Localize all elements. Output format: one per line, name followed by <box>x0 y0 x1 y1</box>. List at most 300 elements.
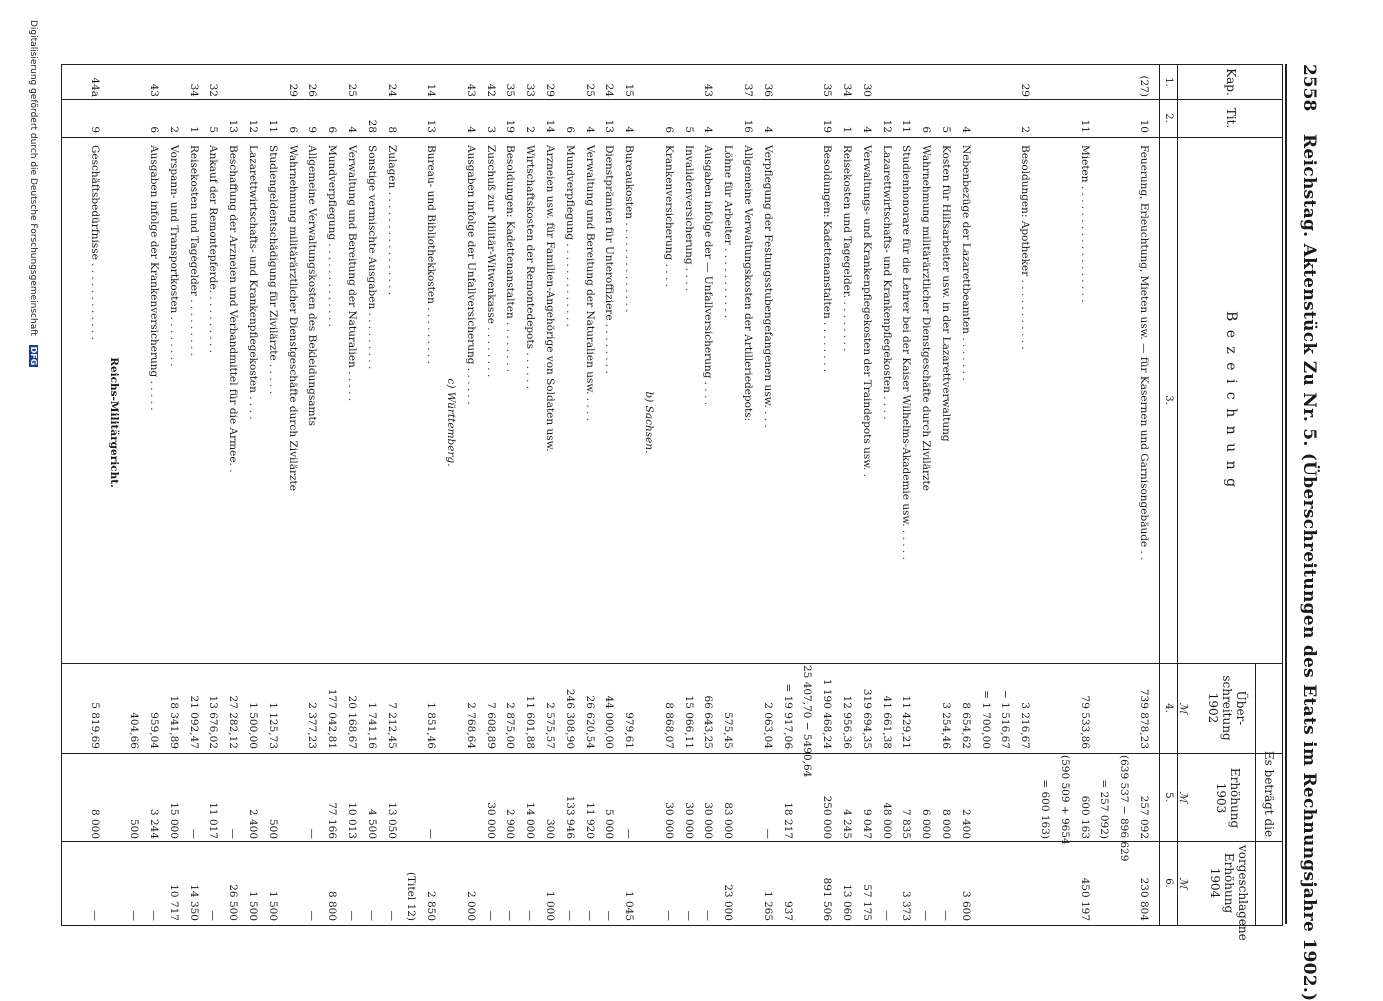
table-row <box>999 65 1011 925</box>
cell-ueberschreitung-1902: 13 676,02 <box>207 695 220 749</box>
page-header <box>1285 64 1327 1001</box>
cell-tit: 9 <box>88 126 101 133</box>
cell-erhoehung-1904: — <box>702 910 715 921</box>
cell-bezeichnung: Reisekosten und Tagegelder. . . . . . . . . <box>841 145 853 352</box>
cell-tit: 12 <box>880 119 893 133</box>
cell-tit: 2 <box>167 126 180 133</box>
table-row <box>1059 65 1071 925</box>
table-row <box>979 65 991 925</box>
cell-tit: 6 <box>148 126 160 133</box>
cell-bezeichnung: Wahrnehmung militärärztlicher Dienstgeschäfte durch Zivilärzte <box>286 145 299 491</box>
cell-erhoehung-1903: (639 537 − 896 629 <box>1118 755 1131 862</box>
table-row <box>366 65 378 925</box>
table-row <box>286 65 298 925</box>
table-row <box>623 65 635 925</box>
cell-erhoehung-1903: 11 920 <box>583 802 596 839</box>
cell-ueberschreitung-1902: 2 575,57 <box>544 702 556 749</box>
cell-kap: 25 <box>583 83 596 97</box>
colnum-4: 4. <box>1163 703 1174 713</box>
header-kap: Kap. <box>1224 68 1238 96</box>
cell-kap: 44a <box>88 77 101 97</box>
cell-ueberschreitung-1902: 21 092,47 <box>187 695 200 749</box>
cell-kap: 43 <box>148 83 160 97</box>
table-row <box>781 65 793 925</box>
cell-ueberschreitung-1902: 1 190 468,24 <box>821 678 834 749</box>
cell-erhoehung-1904: 57 175 <box>860 884 873 921</box>
cell-erhoehung-1903: — <box>227 828 240 839</box>
cell-erhoehung-1903: 2 400 <box>959 808 972 839</box>
cell-erhoehung-1904: 14 350 <box>187 884 200 921</box>
cell-tit: 19 <box>821 119 834 133</box>
cell-tit: 5 <box>682 126 695 133</box>
cell-erhoehung-1904: 450 197 <box>1078 877 1091 921</box>
cell-tit: 4 <box>623 126 636 133</box>
cell-erhoehung-1903: 30 000 <box>682 802 695 839</box>
table-row <box>900 65 912 925</box>
cell-erhoehung-1904: (Titel 12) <box>405 871 418 921</box>
cell-erhoehung-1904: 26 500 <box>227 884 240 921</box>
cell-erhoehung-1903: — <box>425 828 438 839</box>
cell-tit: 2 <box>524 126 537 133</box>
cell-erhoehung-1904: — <box>385 910 398 921</box>
table-row <box>1098 65 1110 925</box>
cell-erhoehung-1903: 5 000 <box>603 808 616 839</box>
cell-erhoehung-1904: 10 717 <box>167 884 180 921</box>
cell-bezeichnung: Besoldungen: Kadettenanstalten . . . . . . . . <box>504 145 517 373</box>
cell-erhoehung-1903: — <box>187 828 200 839</box>
cell-ueberschreitung-1902: 1 851,46 <box>425 702 438 749</box>
cell-tit: 6 <box>920 126 933 133</box>
colnum-1: 1. <box>1163 77 1174 87</box>
cell-tit: 4 <box>761 126 774 133</box>
cell-bezeichnung: Verwaltung und Bereitung der Naturalien . . . . . <box>346 145 358 402</box>
cell-bezeichnung: Sonstige vermischte Ausgaben . . . . . . . . . <box>365 145 378 370</box>
cell-tit: 6 <box>563 126 576 133</box>
cell-ueberschreitung-1902: 979,61 <box>623 712 636 749</box>
cell-ueberschreitung-1902: 246 308,90 <box>563 688 576 749</box>
cell-kap: 43 <box>702 83 715 97</box>
cell-tit: 2 <box>1019 126 1032 133</box>
cell-ueberschreitung-1902: 44 000,00 <box>603 695 616 749</box>
cell-tit: 8 <box>385 126 398 133</box>
cell-ueberschreitung-1902: 1 500,00 <box>247 702 259 749</box>
table-row <box>603 65 615 925</box>
table-row <box>306 65 318 925</box>
cell-ueberschreitung-1902: 12 956,36 <box>841 695 853 749</box>
cell-bezeichnung: Lazarettwirtschafts- und Krankenpflegekosten . . . . <box>247 145 259 420</box>
cell-erhoehung-1903: 11 017 <box>207 802 220 839</box>
cell-bezeichnung: Mundverpflegung . . . . . . . . . . . . . <box>326 145 339 327</box>
cell-ueberschreitung-1902: 177 042,81 <box>326 688 339 749</box>
table-row <box>425 65 437 925</box>
cell-bezeichnung: Bureau- und Bibliothekkosten . . . . . . . . . <box>425 145 438 364</box>
cell-kap: 35 <box>821 83 834 97</box>
cell-bezeichnung: Invalidenversicherung . . . . <box>682 145 695 292</box>
table-row <box>267 65 279 925</box>
cell-tit: 1 <box>841 126 853 133</box>
cell-erhoehung-1904: 3 600 <box>959 890 972 921</box>
table-row <box>524 65 536 925</box>
cell-bezeichnung: Feuerung, Erleuchtung, Mieten usw. — für Kasernen und Garnisongebäude . . <box>1138 145 1150 561</box>
cell-tit: 4 <box>464 126 477 133</box>
cell-ueberschreitung-1902: 2 063,04 <box>761 702 774 749</box>
cell-erhoehung-1904: — <box>128 910 141 921</box>
cell-kap: 43 <box>464 83 477 97</box>
cell-ueberschreitung-1902: 25 407,70 − 5490,64 <box>801 665 814 778</box>
cell-bezeichnung: Zuschuß zur Militär-Witwenkasse . . . . . . . . <box>484 145 497 378</box>
cell-ueberschreitung-1902: 404,66 <box>128 712 141 749</box>
cell-bezeichnung: Verwaltung und Bereitung der Naturalien usw. . . . . <box>583 145 596 422</box>
cell-tit: 16 <box>742 119 754 133</box>
table-row <box>1039 65 1051 925</box>
cell-ueberschreitung-1902: 8 868,07 <box>662 702 675 749</box>
cell-tit: 5 <box>940 126 952 133</box>
cell-kap: 26 <box>306 83 319 97</box>
cell-erhoehung-1904: 2 850 <box>425 890 438 921</box>
table-row <box>544 65 556 925</box>
cell-ueberschreitung-1902: 27 282,12 <box>227 695 240 749</box>
cell-erhoehung-1903: 257 092 <box>1138 795 1150 839</box>
cell-erhoehung-1903: 15 000 <box>167 802 180 839</box>
cell-ueberschreitung-1902: 2 768,64 <box>464 702 477 749</box>
cell-erhoehung-1903: — <box>306 828 319 839</box>
cell-ueberschreitung-1902: 41 661,38 <box>880 695 893 749</box>
table-row <box>405 65 417 925</box>
table-row <box>168 65 180 925</box>
cell-tit: 6 <box>326 126 339 133</box>
header-tit: Tit. <box>1224 107 1238 129</box>
unit-5: ℳ <box>1177 791 1190 803</box>
cell-tit: 28 <box>365 119 378 133</box>
cell-bezeichnung: Arzneien usw. für Familien-Angehörige von Soldaten usw. <box>544 145 556 452</box>
cell-erhoehung-1903: 14 000 <box>524 802 537 839</box>
table-row <box>1078 65 1090 925</box>
cell-erhoehung-1903: = 600 163) <box>1039 779 1051 839</box>
cell-ueberschreitung-1902: 18 341,89 <box>167 695 180 749</box>
cell-erhoehung-1904: 8 800 <box>326 890 339 921</box>
cell-ueberschreitung-1902: 3 254,46 <box>940 702 952 749</box>
colnum-6: 6. <box>1163 878 1174 888</box>
cell-erhoehung-1903: 48 000 <box>880 802 893 839</box>
table-row <box>702 65 714 925</box>
cell-ueberschreitung-1902: 739 878,23 <box>1138 688 1150 749</box>
budget-table <box>61 64 1283 941</box>
table-row <box>1019 65 1031 925</box>
cell-erhoehung-1903: 2 900 <box>504 808 517 839</box>
cell-erhoehung-1904: — <box>365 910 378 921</box>
cell-ueberschreitung-1902: = 1 700,00 <box>979 690 992 749</box>
cell-erhoehung-1903: 13 050 <box>385 802 398 839</box>
cell-tit: 4 <box>346 126 358 133</box>
table-row <box>187 65 199 925</box>
cell-erhoehung-1903: 83 000 <box>722 802 735 839</box>
cell-kap: 29 <box>544 83 556 97</box>
table-row <box>128 65 140 925</box>
table-row <box>88 65 100 925</box>
cell-erhoehung-1903: 3 244 <box>148 808 160 839</box>
cell-tit: 10 <box>1138 119 1150 133</box>
cell-bezeichnung: Ankauf der Remontepferde. . . . . . . . . . <box>207 145 220 354</box>
cell-bezeichnung: Geschäftsbedürfnisse . . . . . . . . . . . . <box>88 145 101 340</box>
table-row <box>108 65 120 925</box>
cell-erhoehung-1903: 8 000 <box>88 808 101 839</box>
cell-bezeichnung: Allgemeine Verwaltungskosten der Artilleriedepots: <box>742 145 754 422</box>
header-c6: vorgeschlagene Erhöhung 1904 <box>1208 845 1250 941</box>
table-row <box>722 65 734 925</box>
cell-erhoehung-1903: 7 835 <box>900 808 913 839</box>
table-row <box>445 65 457 925</box>
cell-ueberschreitung-1902: 319 694,35 <box>860 688 873 749</box>
table-row <box>920 65 932 925</box>
table-row <box>801 65 813 925</box>
cell-ueberschreitung-1902: 1 125,73 <box>266 702 279 749</box>
unit-6: ℳ <box>1177 877 1190 889</box>
cell-ueberschreitung-1902: 2 875,00 <box>504 702 517 749</box>
cell-erhoehung-1904: 13 060 <box>841 884 853 921</box>
cell-erhoehung-1904: 1 265 <box>761 890 774 921</box>
cell-ueberschreitung-1902: = 19 917,06 <box>781 683 794 749</box>
cell-kap: 24 <box>603 83 616 97</box>
section-heading: b) Sachsen. <box>643 391 655 454</box>
cell-erhoehung-1903: 300 <box>544 818 556 839</box>
colnum-2: 2. <box>1163 113 1174 123</box>
cell-erhoehung-1904: 891 506 <box>821 877 834 921</box>
cell-erhoehung-1903: 77 166 <box>326 802 339 839</box>
cell-erhoehung-1904: — <box>563 910 576 921</box>
cell-erhoehung-1904: 230 804 <box>1138 877 1150 921</box>
header-group: Es beträgt die <box>1262 750 1276 838</box>
table-row <box>504 65 516 925</box>
cell-ueberschreitung-1902: 3 216,67 <box>1019 702 1032 749</box>
table-row <box>326 65 338 925</box>
cell-erhoehung-1903: 8 000 <box>940 808 952 839</box>
table-row <box>880 65 892 925</box>
header-bezeichnung: B e z e i c h n u n g <box>1223 310 1239 490</box>
cell-erhoehung-1903: 500 <box>266 818 279 839</box>
cell-erhoehung-1903: 2 400 <box>247 808 259 839</box>
cell-bezeichnung: Wirtschaftskosten der Remontedepots . . . . . . <box>524 145 537 390</box>
section-heading: c) Württemberg. <box>445 378 457 467</box>
cell-ueberschreitung-1902: 2 377,23 <box>306 702 319 749</box>
cell-tit: 11 <box>1078 119 1091 133</box>
table-row <box>643 65 655 925</box>
table-row <box>1138 65 1150 925</box>
cell-ueberschreitung-1902: 11 601,88 <box>524 695 537 749</box>
cell-erhoehung-1904: — <box>504 910 517 921</box>
cell-erhoehung-1904: 1 500 <box>266 890 279 921</box>
page-title: Reichstag. Aktenstück Zu Nr. 5. (Überschreitungen des Etats im Rechnungsjahre 1902.) <box>1299 134 1319 1001</box>
cell-tit: 13 <box>603 119 616 133</box>
cell-tit: 4 <box>860 126 873 133</box>
cell-erhoehung-1904: 23 000 <box>722 884 735 921</box>
cell-bezeichnung: Nebenbezüge der Lazarettbeamten . . . . . . . <box>959 145 972 381</box>
subsection-heading: Reichs-Militärgericht. <box>108 357 121 488</box>
table-row <box>385 65 397 925</box>
table-row <box>742 65 754 925</box>
digitization-text: Digitalisierung gefördert durch die Deutsche Forschungsgemeinschaft <box>28 20 38 336</box>
cell-bezeichnung: Allgemeine Verwaltungskosten des Bekleidungsamts <box>306 145 319 427</box>
cell-erhoehung-1903: — <box>623 828 636 839</box>
page-number: 2558 <box>1299 64 1319 112</box>
cell-bezeichnung: Bureaukosten . . . . . . . . . . . . . . <box>623 145 636 313</box>
cell-tit: 3 <box>484 126 497 133</box>
cell-erhoehung-1903: 4 500 <box>365 808 378 839</box>
cell-tit: 9 <box>306 126 319 133</box>
table-row <box>564 65 576 925</box>
cell-erhoehung-1903: 10 013 <box>346 802 358 839</box>
cell-bezeichnung: Vorspann- und Transportkosten . . . . . . . . <box>167 145 180 367</box>
cell-bezeichnung: Kosten für Hilfsarbeiter usw. in der Lazarettverwaltung <box>940 145 952 442</box>
table-row <box>821 65 833 925</box>
cell-bezeichnung: Besoldungen: Kadettenanstalten . . . . . . . . <box>821 145 834 373</box>
table-row <box>148 65 160 925</box>
table-row <box>346 65 358 925</box>
cell-bezeichnung: Studienhonorare für die Lehrer bei der Kaiser Wilhelms-Akademie usw. . . . . . <box>900 145 913 560</box>
table-row <box>207 65 219 925</box>
cell-bezeichnung: Lazarettwirtschafts- und Krankenpflegekosten . . . . <box>880 145 893 420</box>
cell-bezeichnung: Zulagen . . . . . . . . . . . . . . . . <box>385 145 398 296</box>
cell-erhoehung-1904: 3 373 <box>900 890 913 921</box>
table-row <box>465 65 477 925</box>
cell-erhoehung-1903: 9 047 <box>860 808 873 839</box>
cell-bezeichnung: Studiengeldentschädigung für Zivilärzte . . . . . <box>266 145 279 395</box>
table-row <box>583 65 595 925</box>
cell-tit: 6 <box>662 126 675 133</box>
cell-ueberschreitung-1902: − 1 516,67 <box>999 690 1012 749</box>
cell-kap: 35 <box>504 83 517 97</box>
cell-erhoehung-1904: — <box>583 910 596 921</box>
cell-kap: 42 <box>484 83 497 97</box>
cell-kap: 29 <box>1019 83 1032 97</box>
cell-bezeichnung: Verwaltungs- und Krankenpflegekosten der Traindepots usw. . <box>860 145 873 478</box>
cell-erhoehung-1904: — <box>940 910 952 921</box>
cell-bezeichnung: Beschaffung der Arzneien und Verbandmittel für die Armee. . <box>227 145 240 473</box>
colnum-5: 5. <box>1163 792 1174 802</box>
cell-kap: 34 <box>187 83 200 97</box>
cell-kap: 15 <box>623 83 636 97</box>
cell-bezeichnung: Ausgaben infolge der Krankenversicherung . . . . . <box>148 145 160 411</box>
cell-tit: 5 <box>207 126 220 133</box>
cell-erhoehung-1903: 250 000 <box>821 795 834 839</box>
cell-bezeichnung: Löhne für Arbeiter . . . . . . . . . . . <box>722 145 735 319</box>
cell-tit: 4 <box>583 126 596 133</box>
table-row <box>227 65 239 925</box>
cell-erhoehung-1903: — <box>761 828 774 839</box>
cell-erhoehung-1904: — <box>207 910 220 921</box>
cell-bezeichnung: Dienstprämien für Unteroffiziere . . . . . . . . <box>603 145 616 374</box>
cell-ueberschreitung-1902: 575,45 <box>722 712 735 749</box>
cell-kap: 37 <box>742 83 754 97</box>
cell-kap: 14 <box>425 83 438 97</box>
cell-erhoehung-1904: — <box>306 910 319 921</box>
cell-ueberschreitung-1902: 15 066,11 <box>682 695 695 749</box>
cell-kap: 29 <box>286 83 299 97</box>
cell-erhoehung-1903: 6 000 <box>920 808 933 839</box>
cell-tit: 11 <box>266 119 279 133</box>
digitization-note <box>28 20 38 367</box>
cell-ueberschreitung-1902: 66 643,25 <box>702 695 715 749</box>
cell-tit: 4 <box>702 126 715 133</box>
cell-erhoehung-1903: 30 000 <box>662 802 675 839</box>
cell-erhoehung-1903: 30 000 <box>702 802 715 839</box>
cell-tit: 13 <box>227 119 240 133</box>
cell-tit: 19 <box>504 119 517 133</box>
table-row <box>762 65 774 925</box>
cell-erhoehung-1904: — <box>603 910 616 921</box>
cell-tit: 1 <box>187 126 200 133</box>
cell-kap: 36 <box>761 83 774 97</box>
cell-tit: 12 <box>247 119 259 133</box>
cell-kap: 25 <box>346 83 358 97</box>
cell-erhoehung-1904: — <box>662 910 675 921</box>
cell-erhoehung-1904: — <box>524 910 537 921</box>
cell-kap: (27) <box>1138 75 1150 97</box>
cell-ueberschreitung-1902: 11 429,21 <box>900 695 913 749</box>
cell-ueberschreitung-1902: 959,04 <box>148 712 160 749</box>
cell-ueberschreitung-1902: 7 212,45 <box>385 702 398 749</box>
cell-kap: 32 <box>207 83 220 97</box>
cell-bezeichnung: Krankenversicherung . . . . <box>662 145 675 287</box>
cell-erhoehung-1904: 1 045 <box>623 890 636 921</box>
table-row <box>247 65 259 925</box>
cell-tit: 6 <box>286 126 299 133</box>
cell-erhoehung-1903: 500 <box>128 818 141 839</box>
cell-ueberschreitung-1902: 20 168,67 <box>346 695 358 749</box>
cell-erhoehung-1904: — <box>880 910 893 921</box>
table-row <box>682 65 694 925</box>
cell-bezeichnung: Mundverpflegung . . . . . . . . . . . . . <box>563 145 576 327</box>
table-row <box>1118 65 1130 925</box>
cell-ueberschreitung-1902: 1 741,16 <box>365 702 378 749</box>
table-row <box>861 65 873 925</box>
cell-erhoehung-1904: — <box>148 910 160 921</box>
cell-bezeichnung: Reisekosten und Tagegelder . . . . . . . . . <box>187 145 200 356</box>
table-row <box>841 65 853 925</box>
cell-tit: 4 <box>959 126 972 133</box>
cell-erhoehung-1904: 1 500 <box>247 890 259 921</box>
cell-bezeichnung: Wahrnehmung militärärztlicher Dienstgeschäfte durch Zivilärzte <box>920 145 933 491</box>
cell-tit: 11 <box>900 119 913 133</box>
cell-kap: 33 <box>524 83 537 97</box>
colnum-3: 3. <box>1163 395 1174 405</box>
cell-erhoehung-1903: (590 509 + 9654 <box>1058 755 1071 845</box>
cell-erhoehung-1904: 1 000 <box>544 890 556 921</box>
cell-tit: 13 <box>425 119 438 133</box>
cell-bezeichnung: Verpflegung der Festungsstubengefangenen usw. . . . <box>761 145 774 428</box>
cell-bezeichnung: Ausgaben infolge der — Unfallversicherung . . . . <box>702 145 715 406</box>
cell-ueberschreitung-1902: 5 819,69 <box>88 702 101 749</box>
cell-ueberschreitung-1902: 79 533,86 <box>1078 695 1091 749</box>
cell-kap: 30 <box>860 83 873 97</box>
cell-bezeichnung: Mieten . . . . . . . . . . . . . . . . . . <box>1078 145 1091 303</box>
table-row <box>484 65 496 925</box>
cell-bezeichnung: Besoldungen: Apotheker . . . . . . . . . . . <box>1019 145 1032 350</box>
table-row <box>663 65 675 925</box>
cell-kap: 34 <box>841 83 853 97</box>
cell-erhoehung-1903: 133 946 <box>563 795 576 839</box>
cell-ueberschreitung-1902: 8 654,62 <box>959 702 972 749</box>
table-row <box>940 65 952 925</box>
cell-erhoehung-1903: 30 000 <box>484 802 497 839</box>
cell-erhoehung-1903: 4 245 <box>841 808 853 839</box>
cell-erhoehung-1904: — <box>88 910 101 921</box>
cell-erhoehung-1904: 2 000 <box>464 890 477 921</box>
unit-4: ℳ <box>1177 702 1190 714</box>
cell-erhoehung-1903: = 257 092) <box>1098 779 1111 839</box>
header-c5: Erhöhung 1903 <box>1214 767 1242 829</box>
dfg-logo: DFG <box>29 346 38 366</box>
cell-ueberschreitung-1902: 26 620,54 <box>583 695 596 749</box>
